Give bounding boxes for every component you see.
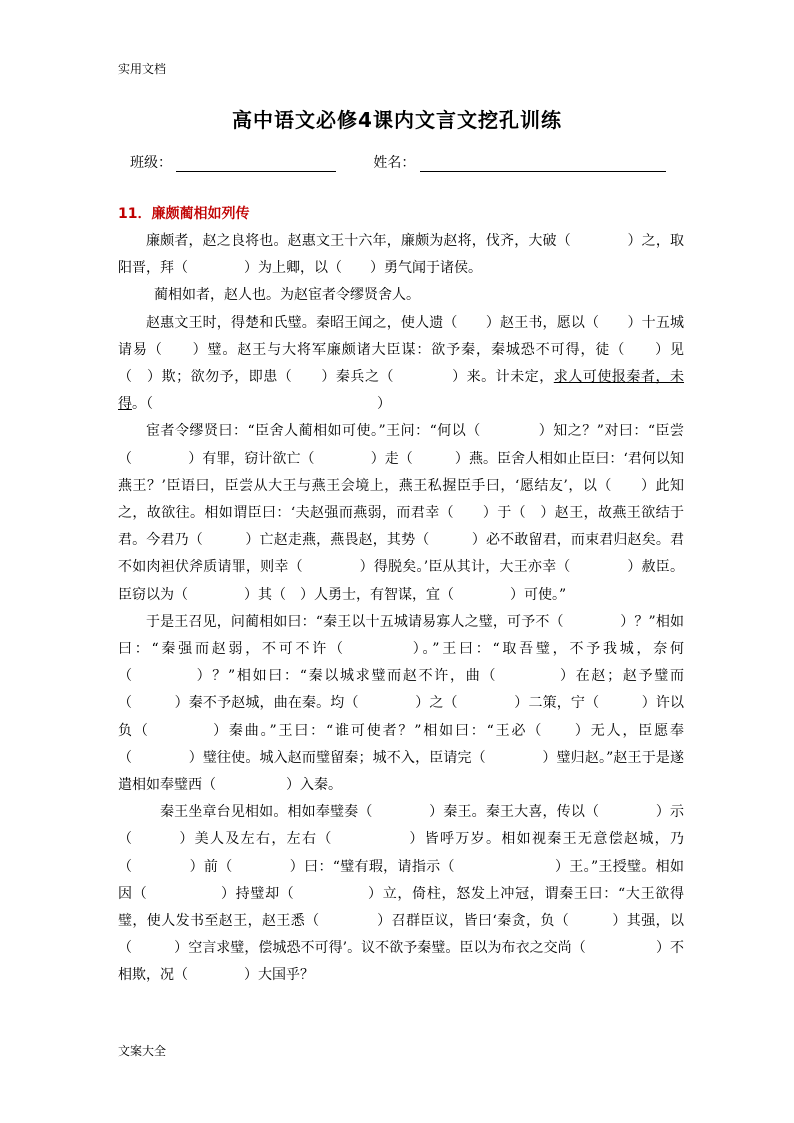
section-title: 11．廉颇蔺相如列传 (118, 206, 250, 222)
paragraph: 于是王召见，问蔺相如曰：“秦王以十五城请易寡人之璧，可予不（ ）？”相如曰：“秦强而赵弱，不可不许（ ）。”王曰：“取吾璧，不予我城，奈何（ ）？”相如曰：“秦以城求璧而赵不许，曲（ ）在赵；赵予璧而（ ）秦不予赵城，曲在秦。均（ ）之（ ）二策，宁（ ）许以负（ ）秦曲。”王曰：“谁可使者？”相如曰：“王必（ ）无人，臣愿奉（ ）璧往使。城入赵而璧留秦；城不入，臣请完（ ）璧归赵。”赵王于是遂遣相如奉璧西（ ）入秦。 (118, 613, 684, 794)
passage (118, 228, 684, 990)
page-title: 高中语文必修4课内文言文挖孔训练 (232, 108, 562, 132)
class-label: 班级： (130, 155, 172, 171)
paragraph: 蔺相如者，赵人也。为赵宦者令缪贤舍人。 (154, 287, 420, 304)
name-field[interactable] (420, 155, 666, 172)
student-info-row (130, 152, 666, 172)
translation-blank: 。（ ） (132, 396, 391, 413)
paragraph-text: 赵惠文王时，得楚和氏璧。秦昭王闻之，使人遗（ ）赵王书，愿以（ ）十五城请易（ ）璧。赵王与大将军廉颇诸大臣谋：欲予秦，秦城恐不可得，徒（ ）见（ ）欺；欲勿予，即患（ ）秦兵之（ ）来。计未定， (118, 314, 684, 386)
name-label: 姓名： (373, 155, 416, 171)
underlined-sentence: 求人可使报秦者，未得 (118, 369, 685, 413)
class-field[interactable] (176, 155, 336, 172)
paragraph (118, 310, 684, 419)
paragraph: 宦者令缪贤曰：“臣舍人蔺相如可使。”王问：“何以（ ）知之？”对曰：“臣尝（ ）有罪，窃计欲亡（ ）走（ ）燕。臣舍人相如止臣曰：‘君何以知燕王？’臣语曰，臣尝从大王与燕王会境上，燕王私握臣手曰，‘愿结友’，以（ ）此知之，故欲往。相如谓臣曰：‘夫赵强而燕弱，而君幸（ ）于（ ）赵王，故燕王欲结于君。今君乃（ ）亡赵走燕，燕畏赵，其势（ ）必不敢留君，而束君归赵矣。君不如肉袒伏斧质请罪，则幸（ ）得脱矣。’臣从其计，大王亦幸（ ）赦臣。臣窃以为（ ）其（ ）人勇士，有智谋，宜（ ）可使。” (118, 423, 684, 603)
paragraph: 廉颇者，赵之良将也。赵惠文王十六年，廉颇为赵将，伐齐，大破（ ）之，取阳晋，拜（ ）为上卿，以（ ）勇气闻于诸侯。 (118, 233, 684, 277)
header-note: 实用文档 (118, 62, 167, 76)
footer-note: 文案大全 (118, 1044, 167, 1058)
paragraph: 秦王坐章台见相如。相如奉璧奏（ ）秦王。秦王大喜，传以（ ）示（ ）美人及左右，左右（ ）皆呼万岁。相如视秦王无意偿赵城，乃（ ）前（ ）曰：“璧有瑕，请指示（ ）王。”王授璧。相如因（ ）持璧却（ ）立，倚柱，怒发上冲冠，谓秦王曰：“大王欲得璧，使人发书至赵王，赵王悉（ ）召群臣议，皆曰‘秦贪，负（ ）其强，以（ ）空言求璧，偿城恐不可得’。议不欲予秦璧。臣以为布衣之交尚（ ）不相欺，况（ ）大国乎？ (118, 804, 684, 984)
